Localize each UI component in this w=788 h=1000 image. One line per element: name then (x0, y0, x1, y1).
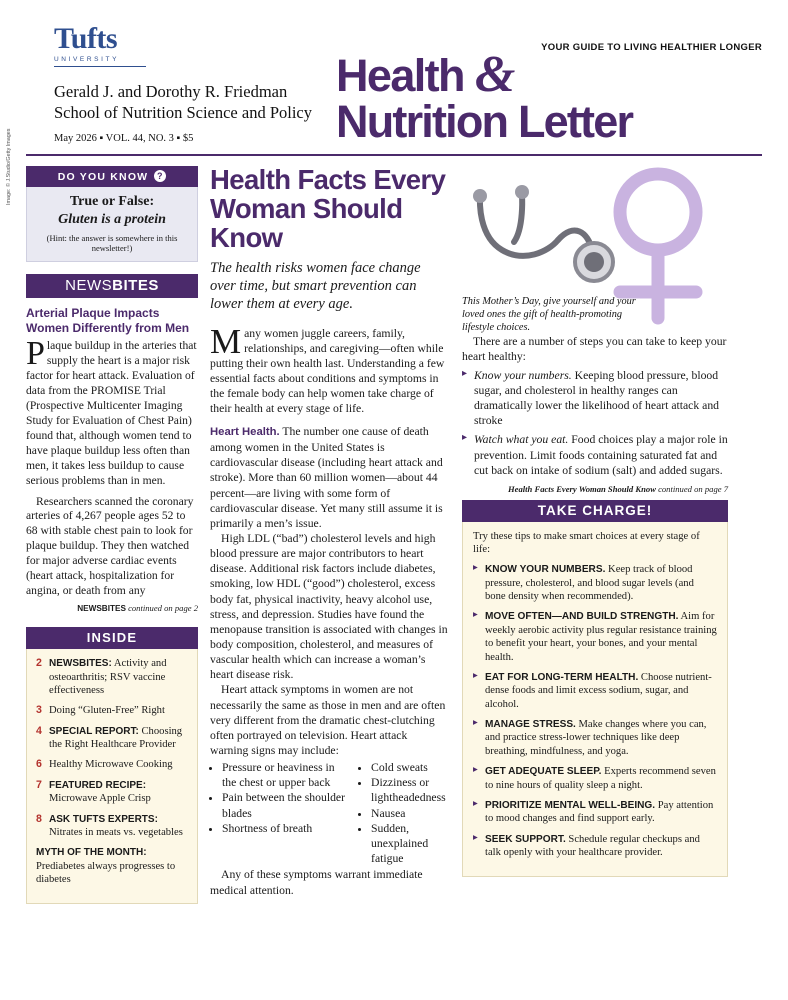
newsbites-header-bold: BITES (112, 277, 159, 295)
tip-title: MANAGE STRESS. (485, 718, 576, 730)
article-deck: The health risks women face change over time, but smart prevention can lower them at every age. (210, 259, 421, 313)
tip-title: MOVE OFTEN—AND BUILD STRENGTH. (485, 611, 679, 623)
newsbites-paragraph-1-text: laque buildup in the arteries that supply the heart is a major risk factor for heart attack. Evaluation of data from the PROMISE Trial (Prospective Multicenter Imaging Study for Evaluation of Chest Pain) found that, although women tend to have plaque buildup less often than men, it takes less buildup to cause serious problems than in men. (26, 339, 197, 487)
step-lead: Know your numbers. (474, 368, 572, 382)
list-item (473, 833, 717, 860)
inside-item-rest: Microwave Apple Crisp (49, 793, 151, 805)
page-title: Health Facts Every Woman Should Know (210, 164, 446, 253)
tip-title: GET ADEQUATE SLEEP. (485, 765, 602, 777)
list-item (462, 368, 728, 429)
right-column (448, 166, 728, 904)
article-continued-title: Health Facts Every Woman Should Know (507, 483, 656, 494)
inside-item[interactable] (36, 779, 188, 806)
symptoms-intro-paragraph: Heart attack symptoms in women are not necessarily the same as those in men and are often very different from the dramatic chest-clutching often portrayed on television. Heart attack warning signs may include: (210, 683, 446, 757)
masthead (26, 22, 762, 147)
heart-health-text: The number one cause of death among women in the United States is cardiovascular disease (including heart attack and stroke). More than 60 million women—about 44 percent—are living with some form of cardiovascular disease. Yet many still assume it is primarily a men’s issue. (210, 425, 443, 530)
inside-item-rest: Activity and osteoarthritis; RSV vaccine effectiveness (49, 658, 167, 696)
tufts-logo-subtitle: UNIVERSITY (54, 56, 120, 63)
newsbites-header (26, 274, 198, 298)
inside-item-text (49, 657, 188, 697)
inside-item-rest: Healthy Microwave Cooking (49, 759, 173, 771)
list-item (473, 563, 717, 603)
steps-intro-text: There are a number of steps you can take to keep your heart healthy: (462, 335, 727, 364)
tip-text: Keep track of blood pressure, cholesterol, and blood sugar levels (and bone density when recommended). (485, 564, 694, 603)
symptom-lists (210, 760, 448, 866)
inside-item-bold: NEWSBITES: (49, 658, 112, 670)
article-closing (210, 867, 448, 897)
tip-title: KNOW YOUR NUMBERS. (485, 564, 606, 576)
inside-item-bold: SPECIAL REPORT: (49, 725, 139, 737)
article-lead (210, 321, 448, 417)
question-mark-icon: ? (154, 170, 166, 182)
list-item: • Sudden, unexplained fatigue (371, 821, 448, 867)
step-lead: Watch what you eat. (474, 433, 569, 447)
list-item: • Dizziness or lightheadedness (371, 775, 448, 805)
list-item: • Pressure or heaviness in the chest or upper back (222, 760, 349, 790)
masthead-rule (26, 154, 762, 156)
title-line-2: Nutrition Letter (336, 95, 633, 147)
inside-item-text (49, 704, 165, 718)
list-item: • Shortness of breath (222, 821, 349, 836)
middle-column (198, 166, 448, 904)
tip-text: Aim for weekly aerobic activity plus regular resistance training to benefit your heart, your bones, and your mental health. (485, 611, 717, 663)
tip-text: Choose nutrient-dense foods and limit excess sodium, sugar, and alcohol. (485, 671, 712, 710)
heart-health-runin: Heart Health. (210, 426, 280, 439)
inside-body (26, 649, 198, 904)
list-item (473, 671, 717, 711)
content-columns (26, 166, 762, 904)
newsbites-text (26, 335, 198, 599)
tip-text: Make changes where you can, and practice stress-lower techniques like deep breathing, mindfulness, and yoga. (485, 718, 707, 757)
tip-title: PRIORITIZE MENTAL WELL-BEING. (485, 799, 656, 811)
do-you-know-header-label: DO YOU KNOW (57, 171, 149, 184)
list-item (473, 765, 717, 792)
school-name: Gerald J. and Dorothy R. Friedman School of Nutrition Science and Policy (54, 82, 312, 123)
inside-item-text (49, 813, 188, 840)
do-you-know-prompt: True or False: (69, 194, 155, 210)
inside-item-text (49, 725, 188, 752)
newsbites-continued (26, 603, 198, 613)
newsbites-paragraph-1 (26, 335, 198, 489)
newsbites-header-light: NEWS (65, 277, 113, 295)
symptom-list-col-1 (210, 760, 349, 866)
list-item (462, 432, 728, 478)
inside-item[interactable] (36, 657, 188, 697)
list-item: • Pain between the shoulder blades (222, 790, 349, 820)
step-text: Keeping blood pressure, blood sugar, and cholesterol in healthy ranges can dramatically lower the likelihood of heart attack and stroke (474, 368, 720, 428)
do-you-know-statement: Gluten is a protein (58, 212, 166, 228)
do-you-know-box (26, 166, 198, 262)
tip-text: Experts recommend seven to nine hours of quality sleep a night. (485, 765, 716, 791)
heart-healthy-steps-list (462, 368, 728, 478)
list-item (473, 718, 717, 758)
inside-item-rest: Choosing the Right Healthcare Provider (49, 725, 183, 751)
article-dropcap: M (210, 321, 242, 361)
inside-item-text (49, 758, 173, 772)
cholesterol-paragraph: High LDL (“bad”) cholesterol levels and high blood pressure are major contributors to heart disease. Additional risk factors include diabetes, smoking, low HDL (“good”) cholesterol, excess body fat, physical inactivity, heavy alcohol use, stress, and depression. Studies have found the menopause transition is associated with changes in body composition, cholesterol, and measures of vascular health which can increase a woman’s heart disease risk. (210, 531, 448, 682)
inside-item[interactable] (36, 846, 188, 886)
inside-item-text (49, 779, 188, 806)
heart-health-paragraph (210, 424, 448, 530)
list-item: • Nausea (371, 806, 448, 821)
inside-item[interactable] (36, 704, 188, 718)
artwork-caption: This Mother’s Day, give yourself and your loved ones the gift of health-promoting lifestyle choices. (462, 295, 636, 334)
take-charge-list (473, 563, 717, 859)
list-item (473, 610, 717, 663)
inside-item-page: 6 (36, 758, 42, 771)
logo-divider (54, 66, 146, 67)
take-charge-intro: Try these tips to make smart choices at every stage of life: (473, 530, 700, 556)
inside-item-page: 7 (36, 778, 42, 791)
inside-item-page: 3 (36, 704, 42, 717)
masthead-left (26, 24, 326, 144)
symptom-list-col-2 (359, 760, 448, 866)
inside-item-rest: Nitrates in meats vs. vegetables (49, 827, 183, 839)
inside-item[interactable] (36, 725, 188, 752)
inside-item-rest: Prediabetes always progresses to diabetes (36, 860, 176, 886)
inside-header: INSIDE (26, 627, 198, 649)
inside-item-bold: ASK TUFTS EXPERTS: (49, 813, 158, 825)
tufts-logo: Tufts (54, 22, 118, 55)
inside-item-page: 4 (36, 724, 42, 737)
tagline: YOUR GUIDE TO LIVING HEALTHIER LONGER (541, 42, 762, 53)
tip-title: SEEK SUPPORT. (485, 833, 566, 845)
do-you-know-body (26, 187, 198, 262)
tip-text: Schedule regular checkups and talk openly with your healthcare provider. (485, 833, 700, 859)
inside-item-text (36, 846, 188, 886)
issue-line: May 2026 ▪ VOL. 44, NO. 3 ▪ $5 (54, 133, 194, 145)
image-credit: Image: © J.Studio/Getty Images (6, 128, 12, 205)
article-closing-text: Any of these symptoms warrant immediate medical attention. (210, 868, 423, 897)
inside-item[interactable] (36, 758, 188, 772)
title-line-1: Health & (336, 45, 514, 103)
article-body-left (210, 321, 448, 758)
newsbites-paragraph-2: Researchers scanned the coronary arteries of 4,267 people ages 52 to 68 with stable chest pain to look for plaque buildup. They then watched for major adverse cardiac events (heart attack, hospitalization for angina, or death from any (26, 494, 194, 598)
newsbites-continued-text: continued on page 2 (125, 603, 198, 614)
left-column (26, 166, 198, 904)
step-text: Food choices play a major role in prevention. Limit foods containing saturated fat and cut back on intake of sodium (salt) and added sugars. (474, 433, 728, 477)
newsbites-dropcap: P (26, 335, 45, 372)
inside-item[interactable] (36, 813, 188, 840)
take-charge-body (462, 522, 728, 878)
newsbites-title: Arterial Plaque Impacts Women Differently from Men (26, 306, 190, 335)
inside-item-bold: MYTH OF THE MONTH: (36, 847, 147, 859)
newsbites-continued-label: NEWSBITES (77, 604, 126, 614)
inside-item-page: 8 (36, 812, 42, 825)
inside-item-rest: Doing “Gluten-Free” Right (49, 705, 165, 717)
artwork-area (462, 166, 728, 334)
tip-title: EAT FOR LONG-TERM HEALTH. (485, 671, 639, 683)
masthead-right (326, 24, 762, 147)
take-charge-header: TAKE CHARGE! (462, 500, 728, 522)
do-you-know-hint: (Hint: the answer is somewhere in this newsletter!) (46, 233, 178, 254)
article-continued-text: continued on page 7 (655, 483, 728, 494)
inside-item-page: 2 (36, 657, 42, 670)
heart-healthy-steps-intro (462, 334, 728, 364)
do-you-know-header (26, 166, 198, 187)
list-item: • Cold sweats (371, 760, 448, 775)
tip-text: Pay attention to mood changes and find support early. (485, 799, 714, 825)
inside-item-bold: FEATURED RECIPE: (49, 779, 147, 791)
article-continued (462, 484, 728, 494)
list-item (473, 799, 717, 826)
article-lead-text: any women juggle careers, family, relationships, and caregiving—often while putting their own health last. Understanding a few essential facts about conditions and symptoms in the female body can help women take charge of their health at every stage of life. (210, 326, 445, 416)
